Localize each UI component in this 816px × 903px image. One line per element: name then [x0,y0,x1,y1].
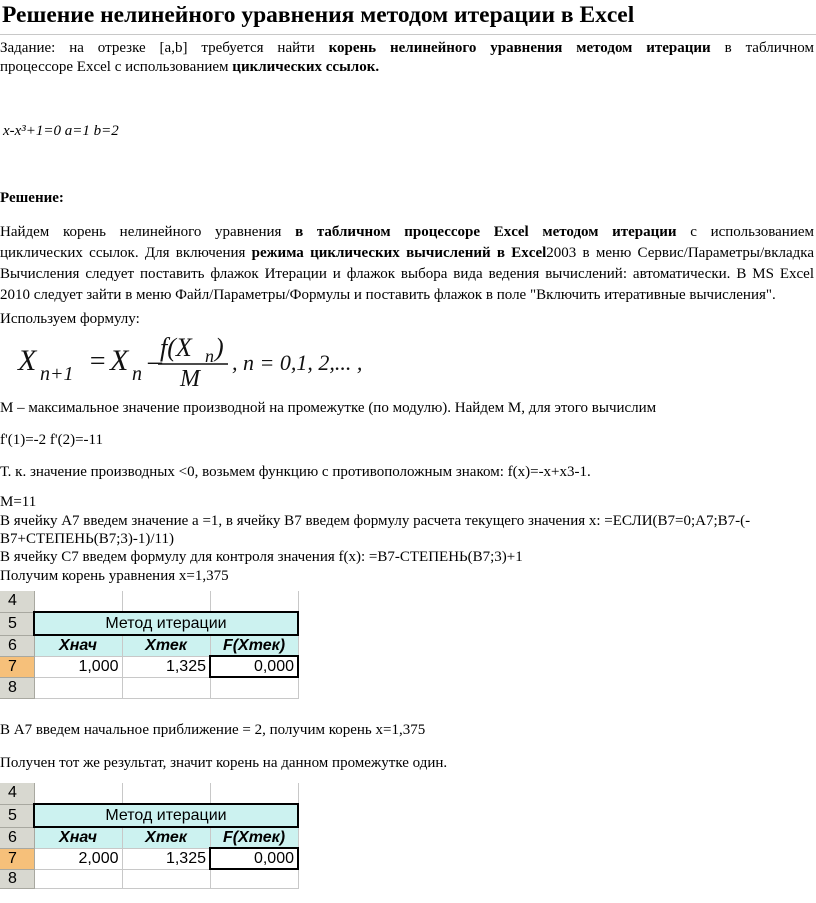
task-word: [a,b] [159,40,188,56]
same-result-line: Получен тот же результат, значит корень на данном промежутке один. [0,755,448,771]
task-word: Задание: [0,40,56,56]
formula-equals: = [88,346,107,377]
page-title: Решение нелинейного уравнения методом итерации в Excel [2,2,635,28]
row-header[interactable]: 5 [0,804,34,827]
iteration-formula [10,330,430,390]
row-header[interactable]: 8 [0,677,34,698]
m-value: M=11 [0,494,37,510]
header-cell[interactable]: F(Xтек) [210,635,298,656]
para-text: циклических ссылок. Для включения [0,245,252,261]
task-word: в [724,40,732,56]
merged-title-cell[interactable]: Метод итерации [34,612,298,635]
row-header-selected[interactable]: 7 [0,848,34,869]
task-line-2 [0,57,814,78]
row-header[interactable]: 4 [0,591,34,612]
formula-minus: – [148,346,162,377]
para-bold: в табличном процессоре Excel методом итерации [295,224,677,240]
merged-title-cell[interactable]: Метод итерации [34,804,298,827]
derivative-values: f'(1)=-2 f'(2)=-11 [0,432,103,448]
value-cell[interactable]: 1,325 [122,848,210,869]
header-cell[interactable]: Xнач [34,635,122,656]
para-text: Найдем корень нелинейного уравнения [0,224,296,240]
value-cell[interactable]: 2,000 [34,848,122,869]
header-cell[interactable]: Xнач [34,827,122,848]
task-word: найти [277,40,315,56]
solution-heading-text: Решение: [0,190,64,206]
formula-lhs-sub: n+1 [40,363,74,385]
row-header[interactable]: 5 [0,612,34,635]
formula-numerator: f(X [160,333,192,362]
task-bold-phrase: циклических ссылок. [232,59,380,75]
task-text: процессоре Excel с использованием [0,59,233,75]
formula-denominator: M [180,366,200,390]
formula-x-sub: n [132,363,142,385]
header-cell[interactable]: Xтек [122,635,210,656]
a7-line: В А7 введем начальное приближение = 2, получим корень х=1,375 [0,722,426,738]
active-cell[interactable]: 0,000 [210,656,298,677]
row-header[interactable]: 4 [0,783,34,804]
task-line-1 [0,38,814,59]
cell-a7-line-1: В ячейку A7 введем значение а =1, в ячейку B7 введем формулу расчета текущего значения х: =ЕСЛИ(B7=0;A7;B7-(- [0,513,751,529]
formula-numerator-close: ) [215,333,224,362]
row-header-selected[interactable]: 7 [0,656,34,677]
active-cell[interactable]: 0,000 [210,848,298,869]
para-text: 2003 в меню Сервис/Параметры/вкладка [546,245,814,261]
task-word: на [69,40,84,56]
para-bold: режима циклических вычислений в Excel [251,245,547,261]
row-header[interactable]: 6 [0,635,34,656]
task-bold-phrase: корень нелинейного уравнения методом итерации [328,40,711,56]
equation-line: x-x³+1=0 a=1 b=2 [3,123,119,139]
tk-line: Т. к. значение производных <0, возьмем функцию с противоположным знаком: f(x)=-x+x3-1. [0,464,591,480]
value-cell[interactable]: 1,000 [34,656,122,677]
formula-lhs: X [18,344,37,377]
solution-heading [0,188,814,209]
para1-line-2 [0,243,814,264]
row-header[interactable]: 8 [0,869,34,888]
cell-a7-line-2: B7+СТЕПЕНЬ(B7;3)-1)/11) [0,531,174,547]
header-cell[interactable]: Xтек [122,827,210,848]
task-word: табличном [745,40,815,56]
row-header[interactable]: 6 [0,827,34,848]
header-cell[interactable]: F(Xтек) [210,827,298,848]
formula-numerator-sub: n [205,346,214,366]
para1-line-1 [0,222,814,243]
use-formula-text: Используем формулу: [0,311,140,327]
task-word: требуется [201,40,264,56]
formula-tail: , n = 0,1, 2,... , [232,350,363,375]
spreadsheet-excerpt-1 [0,591,300,699]
root-line-1: Получим корень уравнения х=1,375 [0,568,229,584]
para1-line-4: 2010 следует зайти в меню Файл/Параметры/Формулы и поставить флажок в поле "Включить итеративные вычисления". [0,287,776,303]
title-divider [0,34,816,35]
m-definition: M – максимальное значение производной на промежутке (по модулю). Найдем М, для этого вычислим [0,400,657,416]
task-word: отрезке [97,40,146,56]
value-cell[interactable]: 1,325 [122,656,210,677]
para-text: с использованием [676,224,814,240]
spreadsheet-excerpt-2 [0,783,300,889]
para1-line-3: Вычисления следует поставить флажок Итерации и флажок выбора вида ведения вычислений: автоматически. В MS Excel [0,266,814,282]
formula-x: X [110,344,129,377]
cell-c7-line: В ячейку С7 введем формулу для контроля значения f(x): =B7-СТЕПЕНЬ(B7;3)+1 [0,549,523,565]
